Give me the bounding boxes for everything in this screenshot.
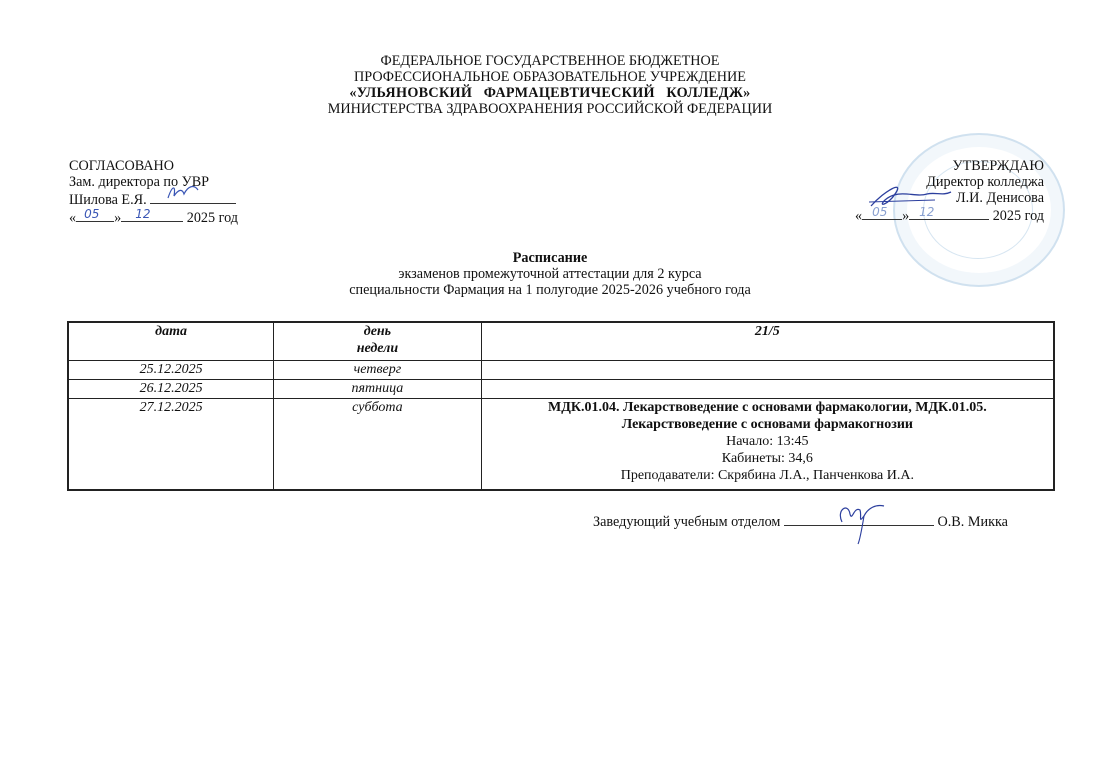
footer-signature (593, 512, 1008, 530)
quote-open: « (69, 210, 77, 226)
agreed-day-field (76, 208, 114, 222)
approved-name: Л.И. Денисова (955, 190, 1044, 206)
cell-weekday: четверг (274, 360, 482, 379)
agreed-title: СОГЛАСОВАНО (69, 158, 175, 174)
cell-date: 27.12.2025 (68, 398, 274, 490)
schedule-table (67, 321, 1055, 491)
agreed-date-line (69, 208, 238, 226)
exam-rooms: Кабинеты: 34,6 (721, 450, 813, 466)
approved-position: Директор колледжа (926, 174, 1044, 190)
table-row (68, 379, 1054, 398)
table-header-row (68, 322, 1054, 360)
footer-position: Заведующий учебным отделом (593, 514, 781, 530)
header-group: 21/5 (481, 322, 1054, 360)
footer-signature-line (784, 512, 934, 526)
cell-date: 25.12.2025 (68, 360, 274, 379)
title-sub-2: специальности Фармация на 1 полугодие 2025-2026 учебного года (349, 282, 751, 298)
approved-date-line (855, 206, 1044, 224)
quote-open: « (854, 208, 863, 224)
org-line-4: МИНИСТЕРСТВА ЗДРАВООХРАНЕНИЯ РОССИЙСКОЙ ФЕДЕРАЦИИ (327, 101, 773, 117)
agreed-day: 05 (84, 207, 100, 221)
header-weekday (274, 322, 482, 360)
exam-title-line-1: МДК.01.04. Лекарствоведение с основами фармакологии, МДК.01.05. (548, 399, 987, 415)
header-weekday-line-1: день (363, 324, 392, 339)
header-date: дата (68, 322, 274, 360)
header-weekday-line-2: недели (356, 341, 399, 356)
approved-block (855, 158, 1044, 224)
cell-weekday: пятница (274, 379, 482, 398)
signature-icon (164, 182, 204, 202)
cell-date: 26.12.2025 (68, 379, 274, 398)
approved-day-field (862, 206, 902, 220)
agreed-block (69, 158, 238, 226)
agreed-position: Зам. директора по УВР (69, 174, 210, 190)
approved-month-field (909, 206, 989, 220)
title-sub-1: экзаменов промежуточной аттестации для 2 курса (398, 266, 702, 282)
footer-name: О.В. Микка (937, 514, 1008, 530)
agreed-signature-line (150, 190, 236, 204)
approved-title: УТВЕРЖДАЮ (952, 158, 1044, 174)
quote-close: » (902, 208, 910, 224)
exam-title-line-2: Лекарствоведение с основами фармакогнозии (621, 416, 913, 432)
org-line-1: ФЕДЕРАЛЬНОЕ ГОСУДАРСТВЕННОЕ БЮДЖЕТНОЕ (380, 53, 720, 69)
approved-month: 12 (919, 205, 935, 219)
agreed-name: Шилова Е.Я. (69, 192, 147, 208)
table-row (68, 398, 1054, 490)
cell-exam (481, 360, 1054, 379)
organization-header (0, 53, 1100, 117)
exam-start: Начало: 13:45 (726, 433, 809, 449)
approved-day: 05 (872, 205, 888, 219)
quote-close: » (114, 210, 122, 226)
cell-weekday: суббота (274, 398, 482, 490)
cell-exam (481, 398, 1054, 490)
org-line-2: ПРОФЕССИОНАЛЬНОЕ ОБРАЗОВАТЕЛЬНОЕ УЧРЕЖДЕНИЕ (354, 69, 746, 85)
title-main: Расписание (512, 250, 588, 266)
exam-teachers: Преподаватели: Скрябина Л.А., Панченкова И.А. (620, 467, 914, 483)
table-row (68, 360, 1054, 379)
document-title (0, 250, 1100, 298)
cell-exam (481, 379, 1054, 398)
agreed-month-field (121, 208, 183, 222)
agreed-year: 2025 год (186, 210, 239, 226)
head-signature-icon (834, 500, 894, 546)
org-line-3: «УЛЬЯНОВСКИЙ ФАРМАЦЕВТИЧЕСКИЙ КОЛЛЕДЖ» (349, 85, 751, 101)
agreed-month: 12 (135, 207, 151, 221)
approved-year: 2025 год (992, 208, 1044, 224)
